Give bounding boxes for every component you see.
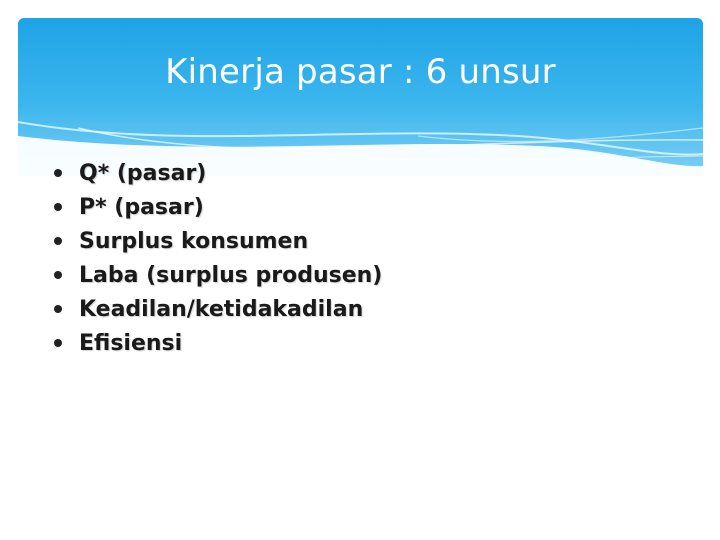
list-item <box>54 292 382 326</box>
list-item <box>54 326 382 360</box>
bullet-text: Efisiensi <box>79 330 183 356</box>
bullet-text: Laba (surplus produsen) <box>79 262 383 288</box>
bullet-text: Q* (pasar) <box>79 160 207 186</box>
list-item <box>54 156 382 190</box>
title-header-band <box>18 18 703 176</box>
bullet-text: Keadilan/ketidakadilan <box>79 296 364 322</box>
bullet-text: Surplus konsumen <box>79 228 309 254</box>
slide-title: Kinerja pasar : 6 unsur <box>165 52 556 92</box>
bullet-icon <box>54 169 62 177</box>
list-item <box>54 224 382 258</box>
bullet-icon <box>54 305 62 313</box>
bullet-icon <box>54 237 62 245</box>
bullet-text: P* (pasar) <box>79 194 204 220</box>
bullet-icon <box>54 271 62 279</box>
bullet-icon <box>54 339 62 347</box>
bullet-icon <box>54 203 62 211</box>
list-item <box>54 258 382 292</box>
header-wave-decoration <box>18 18 703 176</box>
list-item <box>54 190 382 224</box>
bullet-list <box>54 156 382 360</box>
